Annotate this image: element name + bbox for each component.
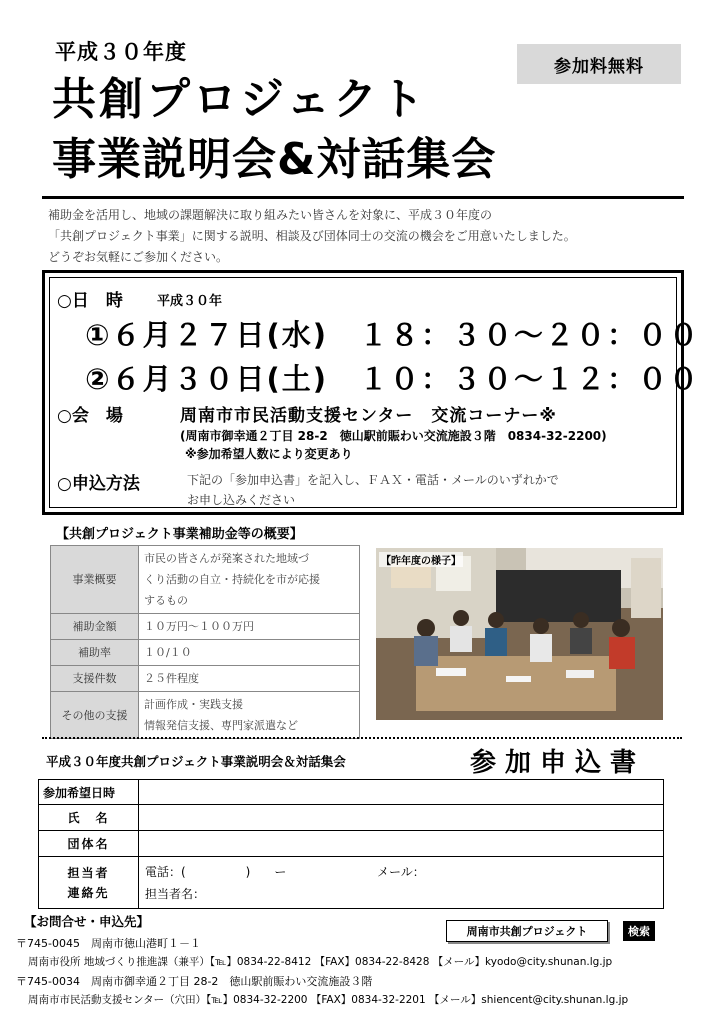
summary-value-line: 計画作成・実践支援 <box>144 698 243 711</box>
intro-line: 補助金を活用し、地域の課題解決に取り組みたい皆さんを対象に、平成３０年度の <box>48 208 493 222</box>
table-row <box>51 614 360 640</box>
contact-address-1: 〒745-0045 周南市徳山港町１－１ <box>16 937 201 950</box>
application-form-title: 参加申込書 <box>470 748 646 778</box>
summary-value-line: 市民の皆さんが発案された地域づ <box>144 552 309 565</box>
contact-office-2: 周南市市民活動支援センター（穴田）【℡】0834-32-2200 【FAX】0834-32-2201 【メール】shiencent@city.shunan.lg.jp <box>28 994 629 1006</box>
summary-value <box>139 546 360 614</box>
free-admission-badge: 参加料無料 <box>517 44 681 84</box>
summary-key: その他の支援 <box>51 692 139 739</box>
table-row <box>39 857 664 909</box>
contact-address-2: 〒745-0034 周南市御幸通２丁目 28-2 徳山駅前賑わい交流施設３階 <box>16 975 373 988</box>
summary-key: 補助金額 <box>51 614 139 640</box>
table-row <box>39 780 664 805</box>
summary-value-line: 情報発信支援、専門家派遣など <box>144 719 298 732</box>
form-label-contact-line2: 連絡先 <box>67 885 110 900</box>
form-label-group: 団体名 <box>39 831 139 857</box>
contact-heading: 【お問合せ・申込先】 <box>24 914 150 929</box>
summary-key: 事業概要 <box>51 546 139 614</box>
mail-field-label: メール： <box>377 865 425 879</box>
summary-key: 補助率 <box>51 640 139 666</box>
table-row <box>51 692 360 739</box>
table-row <box>51 666 360 692</box>
venue-note: ※参加希望人数により変更あり <box>185 447 353 461</box>
grant-summary-table <box>50 545 360 739</box>
meeting-photo-illustration <box>376 548 663 720</box>
summary-key: 支援件数 <box>51 666 139 692</box>
venue-address: (周南市御幸通２丁目 28-2 徳山駅前賑わい交流施設３階 0834-32-2200) <box>180 429 607 443</box>
intro-line: 「共創プロジェクト事業」に関する説明、相談及び団体同士の交流の機会をご用意いたしました。 <box>48 229 576 243</box>
summary-value <box>139 692 360 739</box>
title-divider <box>42 196 684 199</box>
intro-line: どうぞお気軽にご参加ください。 <box>48 250 229 264</box>
contact-name-field-label: 担当者名： <box>145 887 206 901</box>
summary-value: １０/１０ <box>139 640 360 666</box>
session-date-1: ①６月２７日(水) １８：３０～２０：００ <box>85 318 701 352</box>
form-label-contact <box>39 857 139 909</box>
phone-field-label: 電話：( ) ー <box>145 865 287 879</box>
session-date-2: ②６月３０日(土) １０：３０～１２：００ <box>85 362 701 396</box>
form-field-name[interactable] <box>139 805 664 831</box>
search-button: 検索 <box>623 921 655 941</box>
form-label-name: 氏 名 <box>39 805 139 831</box>
table-row <box>51 640 360 666</box>
cut-line <box>42 737 682 739</box>
contact-office-1: 周南市役所 地域づくり推進課（兼平）【℡】0834-22-8412 【FAX】0834-22-8428 【メール】kyodo@city.shunan.lg.jp <box>28 956 613 968</box>
form-field-date[interactable] <box>139 780 664 805</box>
venue-label: ○会 場 <box>57 406 123 426</box>
summary-value: ２５件程度 <box>139 666 360 692</box>
application-form-subtitle: 平成３０年度共創プロジェクト事業説明会＆対話集会 <box>46 754 346 769</box>
table-row <box>39 805 664 831</box>
application-form-table <box>38 779 664 909</box>
summary-value-line: くり活動の自立・持続化を市が応援 <box>144 573 320 586</box>
venue-name: 周南市市民活動支援センター 交流コーナー※ <box>180 406 557 426</box>
summary-value-line: するもの <box>144 594 188 607</box>
form-label-date: 参加希望日時 <box>39 780 139 805</box>
form-field-group[interactable] <box>139 831 664 857</box>
form-label-contact-line1: 担当者 <box>67 865 110 880</box>
photo-caption: 【昨年度の様子】 <box>379 552 463 567</box>
intro-text <box>48 205 688 268</box>
table-row <box>51 546 360 614</box>
grant-summary-title: 【共創プロジェクト事業補助金等の概要】 <box>56 527 303 542</box>
summary-value: １０万円～１００万円 <box>139 614 360 640</box>
event-info-box <box>42 270 701 515</box>
main-title-line1: 共創プロジェクト <box>52 74 428 125</box>
form-field-contact[interactable] <box>139 857 664 909</box>
search-keyword-box: 周南市共創プロジェクト <box>446 920 608 942</box>
last-year-photo <box>376 548 663 720</box>
event-year: 平成３０年度 <box>55 40 187 64</box>
apply-method-label: ○申込方法 <box>57 474 140 494</box>
date-year: 平成３０年 <box>157 294 223 309</box>
main-title-line2: 事業説明会&対話集会 <box>52 134 497 185</box>
table-row <box>39 831 664 857</box>
date-label: ○日 時 <box>57 291 123 311</box>
apply-method-line1: 下記の「参加申込書」を記入し、ＦＡＸ・電話・メールのいずれかで <box>187 473 559 487</box>
apply-method-line2: お申し込みください <box>187 493 296 507</box>
